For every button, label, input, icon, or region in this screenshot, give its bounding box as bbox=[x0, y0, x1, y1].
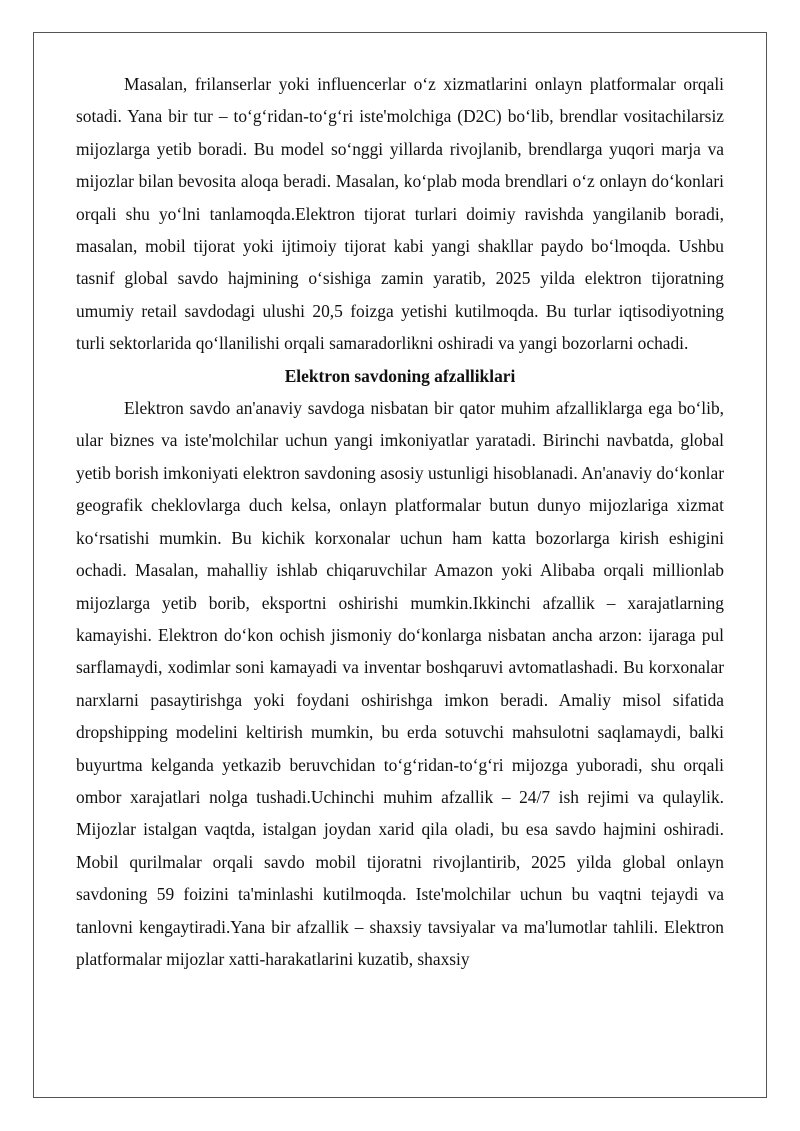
paragraph-ecommerce-types: Masalan, frilanserlar yoki influencerlar o‘z xizmatlarini onlayn platformalar orqali sotadi. Yana bir tur – to‘g‘ridan-to‘g‘ri iste'molchiga (D2C) bo‘lib, brendlar vositachilarsiz mijozlarga yetib boradi. Bu model so‘nggi yillarda rivojlanib, brendlarga yuqori marja va mijozlar bilan bevosita aloqa beradi. Masalan, ko‘plab moda brendlari o‘z onlayn do‘konlari orqali shu yo‘lni tanlamoqda.Elektron tijorat turlari doimiy ravishda yangilanib boradi, masalan, mobil tijorat yoki ijtimoiy tijorat kabi yangi shakllar paydo bo‘lmoqda. Ushbu tasnif global savdo hajmining o‘sishiga zamin yaratib, 2025 yilda elektron tijoratning umumiy retail savdodagi ulushi 20,5 foizga yetishi kutilmoqda. Bu turlar iqtisodiyotning turli sektorlarida qo‘llanilishi orqali samaradorlikni oshiradi va yangi bozorlarni ochadi. bbox=[76, 74, 724, 354]
document-body bbox=[76, 68, 724, 975]
section-heading: Elektron savdoning afzalliklari bbox=[284, 365, 516, 386]
paragraph-ecommerce-advantages: Elektron savdo an'anaviy savdoga nisbatan bir qator muhim afzalliklarga ega bo‘lib, ular biznes va iste'molchilar uchun yangi imkoniyatlar yaratadi. Birinchi navbatda, global yetib borish imkoniyati elektron savdoning asosiy ustunligi hisoblanadi. An'anaviy do‘konlar geografik cheklovlarga duch kelsa, onlayn platformalar butun dunyo mijozlariga xizmat ko‘rsatishi mumkin. Bu kichik korxonalar uchun ham katta bozorlarga kirish eshigini ochadi. Masalan, mahalliy ishlab chiqaruvchilar Amazon yoki Alibaba orqali millionlab mijozlarga yetib borib, eksportni oshirishi mumkin.Ikkinchi afzallik – xarajatlarning kamayishi. Elektron do‘kon ochish jismoniy do‘konlarga nisbatan ancha arzon: ijaraga pul sarflamaydi, xodimlar soni kamayadi va inventar boshqaruvi avtomatlashadi. Bu korxonalar narxlarni pasaytirishga yoki foydani oshirishga imkon beradi. Amaliy misol sifatida dropshipping modelini keltirish mumkin, bu erda sotuvchi mahsulotni saqlamaydi, balki buyurtma kelganda yetkazib beruvchidan to‘g‘ridan-to‘g‘ri mijozga yuboradi, shu orqali ombor xarajatlari nolga tushadi.Uchinchi muhim afzallik – 24/7 ish rejimi va qulaylik. Mijozlar istalgan vaqtda, istalgan joydan xarid qila oladi, bu esa savdo hajmini oshiradi. Mobil qurilmalar orqali savdo mobil tijoratni rivojlantirib, 2025 yilda global onlayn savdoning 59 foizini ta'minlashi kutilmoqda. Iste'molchilar uchun bu vaqtni tejaydi va tanlovni kengaytiradi.Yana bir afzallik – shaxsiy tavsiyalar va ma'lumotlar tahlili. Elektron platformalar mijozlar xatti-harakatlarini kuzatib, shaxsiy bbox=[76, 398, 724, 969]
